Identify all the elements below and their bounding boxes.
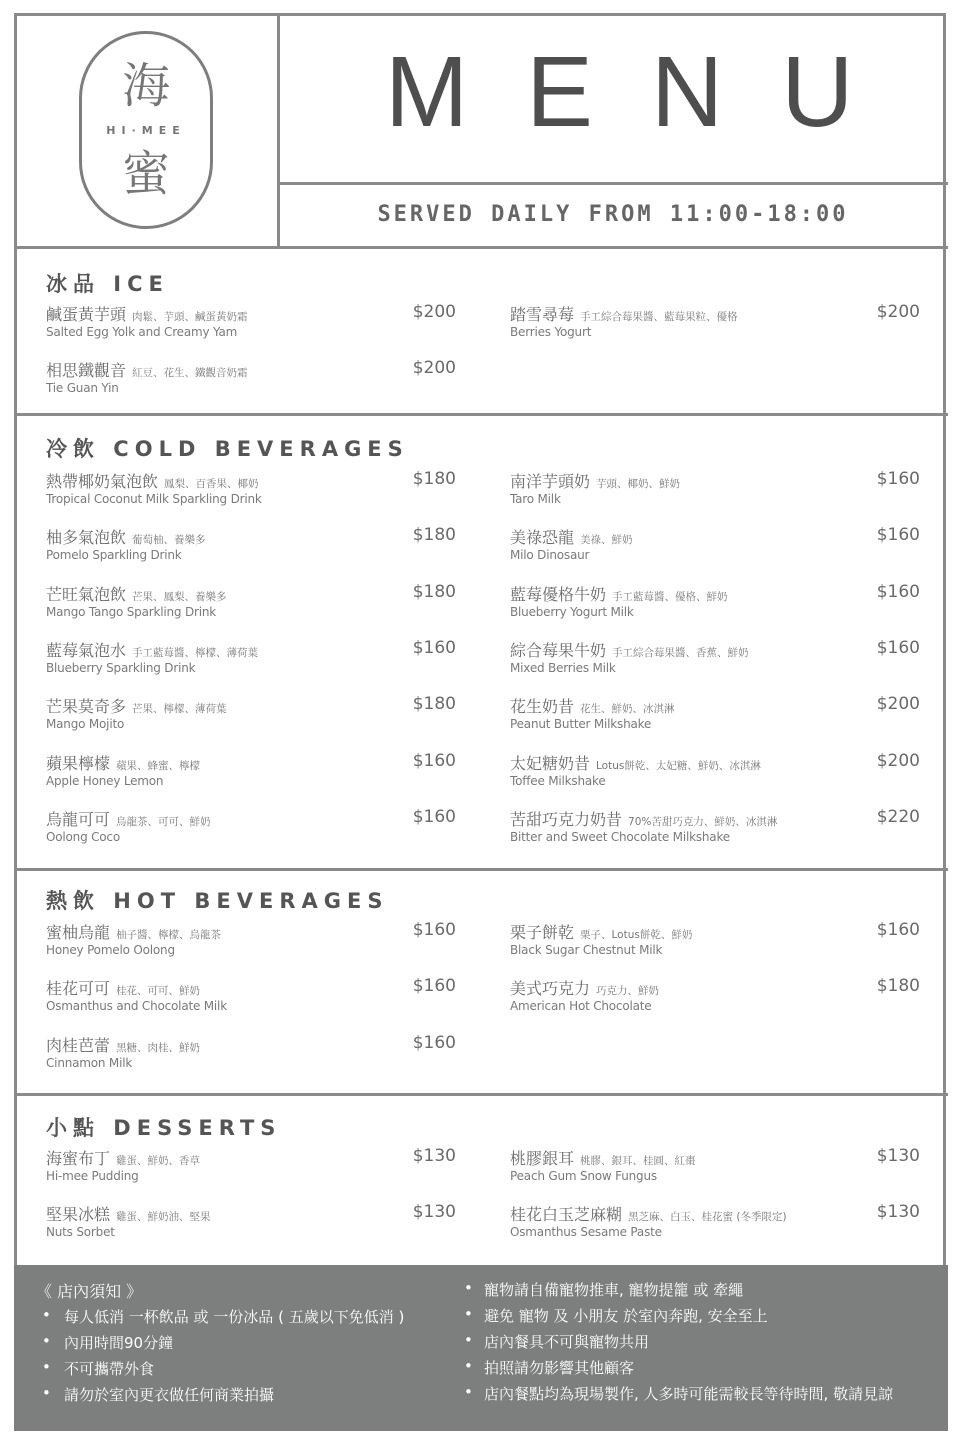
- item-name: 美式巧克力: [510, 979, 591, 999]
- item-name-en: Honey Pomelo Oolong: [46, 943, 175, 957]
- item-name-zh: [510, 582, 728, 605]
- menu-item: [46, 358, 456, 402]
- item-ingredients: 雞蛋、鮮奶油、堅果: [116, 1211, 211, 1224]
- menu-item: [510, 469, 920, 513]
- item-name-zh: [510, 638, 749, 661]
- item-name: 太妃糖奶昔: [510, 753, 591, 773]
- item-ingredients: 巧克力、鮮奶: [596, 985, 660, 998]
- item-name-en: Blueberry Sparkling Drink: [46, 660, 196, 675]
- item-name-zh: [46, 1202, 211, 1225]
- item-name: 南洋芋頭奶: [510, 472, 591, 491]
- item-ingredients: 桂花、可可、鮮奶: [116, 985, 201, 998]
- item-name: 堅果冰糕: [46, 1205, 111, 1225]
- section-divider: [14, 868, 948, 871]
- header-divider-horizontal: [277, 182, 948, 185]
- item-price: $180: [412, 469, 456, 489]
- item-name: 柚多氣泡飲: [46, 528, 127, 548]
- item-name-en: Bitter and Sweet Chocolate Milkshake: [510, 829, 730, 844]
- item-name-en: Oolong Coco: [46, 829, 120, 844]
- item-ingredients: 肉鬆、芋頭、鹹蛋黃奶霜: [132, 311, 248, 323]
- item-price: $200: [876, 694, 920, 715]
- item-ingredients: 手工藍莓醬、檸檬、薄荷葉: [132, 646, 259, 659]
- item-name: 桃膠銀耳: [510, 1149, 575, 1168]
- item-name: 踏雪尋莓: [510, 305, 575, 324]
- item-name-en: Blueberry Yogurt Milk: [510, 604, 634, 619]
- item-ingredients: 烏龍茶、可可、鮮奶: [116, 815, 211, 828]
- item-name: 桂花白玉芝麻糊: [510, 1205, 623, 1225]
- item-name-en: Nuts Sorbet: [46, 1225, 115, 1240]
- menu-item: [510, 302, 920, 346]
- item-price: $180: [876, 976, 920, 997]
- item-price: $180: [412, 694, 456, 715]
- menu-item: [510, 976, 920, 1020]
- menu-item: [46, 807, 456, 851]
- menu-item: [46, 694, 456, 738]
- item-ingredients: Lotus餅乾、太妃糖、鮮奶、冰淇淋: [596, 759, 761, 772]
- item-price: $130: [876, 1202, 920, 1223]
- item-name-en: Taro Milk: [510, 492, 561, 506]
- item-name-en: Mango Tango Sparkling Drink: [46, 604, 217, 619]
- item-name-zh: [510, 525, 633, 548]
- item-name: 蘋果檸檬: [46, 753, 111, 773]
- item-name-en: Peach Gum Snow Fungus: [510, 1169, 657, 1183]
- item-price: $130: [412, 1202, 456, 1223]
- item-name: 藍莓優格牛奶: [510, 584, 607, 604]
- item-name-zh: [46, 1033, 200, 1056]
- logo-char-top: 海: [121, 58, 170, 114]
- item-price: $160: [876, 581, 920, 602]
- item-price: $160: [412, 806, 456, 827]
- store-notice: [14, 1265, 948, 1431]
- item-ingredients: 栗子、Lotus餅乾、鮮奶: [580, 929, 693, 941]
- notice-rule: • 寵物請自備寵物推車, 寵物提籠 或 牽繩: [464, 1279, 893, 1305]
- item-name: 美祿恐龍: [510, 528, 575, 548]
- item-price: $200: [876, 750, 920, 771]
- item-name-zh: [46, 525, 206, 548]
- item-name-zh: [510, 694, 675, 717]
- item-name-zh: [46, 638, 258, 661]
- item-name: 栗子餅乾: [510, 923, 575, 942]
- item-name-zh: [46, 694, 227, 717]
- item-name-zh: [510, 976, 659, 999]
- section-divider: [14, 246, 948, 249]
- notice-rule: • 內用時間90分鐘: [18, 1332, 404, 1358]
- item-price: $180: [412, 525, 456, 546]
- item-ingredients: 美祿、鮮奶: [580, 534, 633, 547]
- item-name: 綜合莓果牛奶: [510, 640, 607, 660]
- menu-item: [46, 751, 456, 795]
- item-name-zh: [46, 920, 221, 943]
- menu-item: [510, 1146, 920, 1190]
- item-name-en: Salted Egg Yolk and Creamy Yam: [46, 325, 238, 339]
- item-name-zh: [510, 1202, 787, 1225]
- menu-item: [510, 638, 920, 682]
- notice-rule: • 避免 寵物 及 小朋友 於室內奔跑, 安全至上: [464, 1305, 893, 1331]
- item-ingredients: 紅豆、花生、鐵觀音奶霜: [132, 367, 248, 380]
- section-divider: [14, 413, 948, 416]
- item-name: 苦甜巧克力奶昔: [510, 809, 623, 829]
- item-ingredients: 黑糖、肉桂、鮮奶: [116, 1041, 201, 1054]
- item-name-en: Tie Guan Yin: [46, 381, 119, 396]
- item-name-zh: [510, 807, 777, 830]
- menu-item: [510, 1202, 920, 1246]
- item-name-zh: [46, 1146, 200, 1169]
- item-name: 鹹蛋黃芋頭: [46, 305, 127, 324]
- item-name-zh: [46, 751, 200, 774]
- opening-hours: SERVED DAILY FROM 11:00-18:00: [377, 202, 849, 227]
- item-name: 烏龍可可: [46, 809, 111, 829]
- item-name-zh: [510, 751, 761, 774]
- item-ingredients: 花生、鮮奶、冰淇淋: [580, 703, 675, 716]
- item-ingredients: 手工綜合莓果醬、香蕉、鮮奶: [612, 646, 749, 659]
- item-name-en: Osmanthus Sesame Paste: [510, 1225, 662, 1240]
- item-ingredients: 桃膠、銀耳、桂圓、紅棗: [580, 1155, 696, 1167]
- item-price: $160: [876, 920, 920, 940]
- item-name-zh: [510, 920, 692, 943]
- item-price: $220: [876, 806, 920, 827]
- item-name-en: Milo Dinosaur: [510, 548, 590, 563]
- item-name: 藍莓氣泡水: [46, 640, 127, 660]
- item-ingredients: 黑芝麻、白玉、桂花蜜 (冬季限定): [628, 1211, 787, 1224]
- item-ingredients: 芒果、鳳梨、養樂多: [132, 590, 227, 603]
- item-price: $200: [412, 302, 456, 322]
- item-name-en: Cinnamon Milk: [46, 1055, 133, 1070]
- item-name: 熱帶椰奶氣泡飲: [46, 472, 159, 491]
- item-name-zh: [510, 302, 738, 325]
- item-price: $160: [412, 637, 456, 658]
- section-title-desserts: 小點 DESSERTS: [46, 1116, 282, 1140]
- item-name-en: Osmanthus and Chocolate Milk: [46, 999, 227, 1014]
- menu-item: [510, 920, 920, 964]
- item-name-zh: [46, 302, 248, 325]
- item-ingredients: 鳳梨、百香果、椰奶: [164, 478, 259, 490]
- notice-right-column: [464, 1279, 893, 1409]
- item-name-zh: [46, 469, 259, 492]
- item-name-en: Mixed Berries Milk: [510, 660, 616, 675]
- item-name-en: Black Sugar Chestnut Milk: [510, 943, 663, 957]
- menu-item: [46, 1202, 456, 1246]
- menu-item: [46, 302, 456, 346]
- item-name-zh: [46, 582, 227, 605]
- item-name-zh: [46, 976, 200, 999]
- item-price: $200: [876, 302, 920, 322]
- item-name-en: Berries Yogurt: [510, 325, 592, 339]
- menu-item: [510, 525, 920, 569]
- item-ingredients: 雞蛋、鮮奶、香草: [116, 1155, 201, 1167]
- item-name: 芒果莫奇多: [46, 697, 127, 717]
- notice-rule: • 店內餐點均為現場製作, 人多時可能需較長等待時間, 敬請見諒: [464, 1383, 893, 1409]
- item-name-en: Peanut Butter Milkshake: [510, 717, 652, 732]
- notice-rule: • 每人低消 一杯飲品 或 一份冰品 ( 五歲以下免低消 ): [18, 1306, 404, 1332]
- section-title-cold: 冷飲 COLD BEVERAGES: [46, 437, 409, 461]
- menu-item: [46, 638, 456, 682]
- item-ingredients: 蘋果、蜂蜜、檸檬: [116, 759, 201, 772]
- item-price: $160: [876, 637, 920, 658]
- item-name: 蜜柚烏龍: [46, 923, 111, 942]
- brand-logo: [79, 31, 213, 229]
- item-price: $160: [412, 920, 456, 940]
- item-ingredients: 手工藍莓醬、優格、鮮奶: [612, 590, 728, 603]
- menu-item: [46, 469, 456, 513]
- menu-item: [46, 1146, 456, 1190]
- menu-item: [46, 525, 456, 569]
- page-title: MENU: [385, 36, 912, 148]
- item-name-en: American Hot Chocolate: [510, 999, 652, 1014]
- item-price: $160: [412, 1032, 456, 1053]
- item-name-en: Toffee Milkshake: [510, 773, 606, 788]
- item-name-zh: [46, 807, 211, 830]
- menu-item: [510, 582, 920, 626]
- menu-item: [46, 1033, 456, 1077]
- item-name: 肉桂芭蕾: [46, 1035, 111, 1055]
- notice-rule: • 不可攜帶外食: [18, 1358, 404, 1384]
- notice-left-column: [18, 1279, 404, 1410]
- section-divider: [14, 1093, 948, 1096]
- menu-item: [510, 807, 920, 851]
- item-price: $130: [876, 1146, 920, 1166]
- menu-item: [46, 976, 456, 1020]
- item-price: $130: [412, 1146, 456, 1166]
- item-price: $160: [412, 976, 456, 997]
- logo-wordmark: HI·MEE: [106, 124, 186, 137]
- item-price: $180: [412, 581, 456, 602]
- item-name: 花生奶昔: [510, 697, 575, 717]
- item-name: 海蜜布丁: [46, 1149, 111, 1168]
- item-name-en: Apple Honey Lemon: [46, 773, 164, 788]
- section-title-ice: 冰品 ICE: [46, 272, 169, 296]
- menu-item: [46, 582, 456, 626]
- item-price: $200: [412, 358, 456, 379]
- logo-char-bottom: 蜜: [121, 146, 170, 202]
- item-name-zh: [46, 358, 248, 381]
- item-name-en: Mango Mojito: [46, 717, 125, 732]
- item-ingredients: 手工綜合莓果醬、藍莓果粒、優格: [580, 311, 738, 323]
- menu-item: [46, 920, 456, 964]
- item-price: $160: [876, 525, 920, 546]
- item-ingredients: 70%苦甜巧克力、鮮奶、冰淇淋: [628, 815, 778, 828]
- notice-rule: • 請勿於室內更衣做任何商業拍攝: [18, 1384, 404, 1410]
- notice-rule: • 店內餐具不可與寵物共用: [464, 1331, 893, 1357]
- item-ingredients: 柚子醬、檸檬、烏龍茶: [116, 929, 222, 941]
- notice-title: 《 店內須知 》: [36, 1282, 143, 1301]
- item-name-zh: [510, 1146, 696, 1169]
- item-ingredients: 芒果、檸檬、薄荷葉: [132, 703, 227, 716]
- item-name-en: Hi-mee Pudding: [46, 1169, 139, 1183]
- item-name-en: Tropical Coconut Milk Sparkling Drink: [46, 492, 262, 506]
- item-name: 相思鐵觀音: [46, 361, 127, 381]
- item-ingredients: 葡萄柚、養樂多: [132, 534, 206, 547]
- item-name-zh: [510, 469, 680, 492]
- notice-rule: • 拍照請勿影響其他顧客: [464, 1357, 893, 1383]
- item-ingredients: 芋頭、椰奶、鮮奶: [596, 478, 681, 490]
- menu-item: [510, 751, 920, 795]
- item-price: $160: [876, 469, 920, 489]
- item-name: 桂花可可: [46, 979, 111, 999]
- menu-item: [510, 694, 920, 738]
- item-name-en: Pomelo Sparkling Drink: [46, 548, 182, 563]
- item-name: 芒旺氣泡飲: [46, 584, 127, 604]
- section-title-hot: 熱飲 HOT BEVERAGES: [46, 889, 389, 913]
- item-price: $160: [412, 750, 456, 771]
